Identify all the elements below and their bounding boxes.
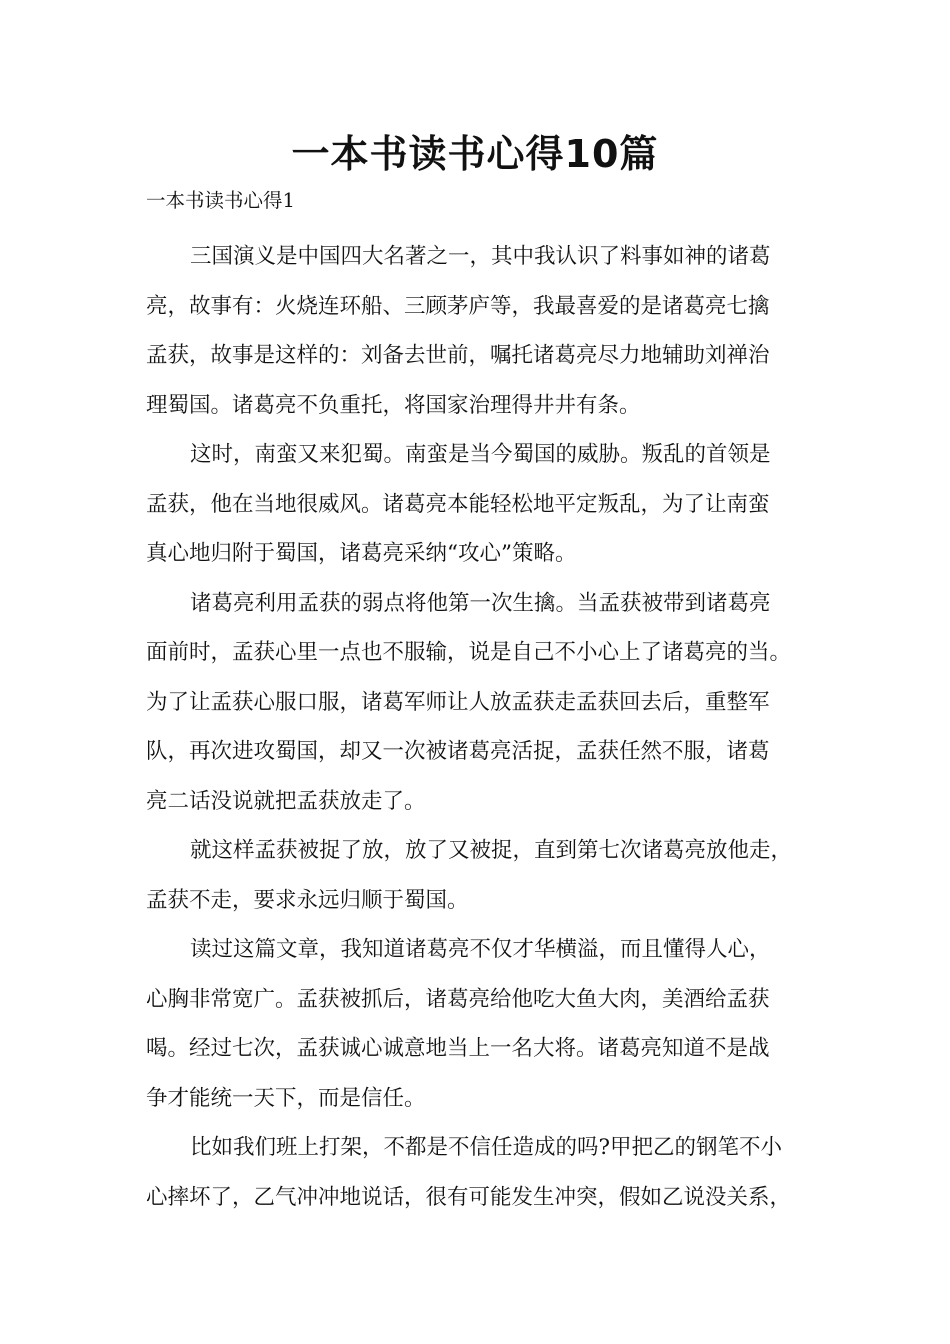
text-line: 比如我们班上打架，不都是不信任造成的吗?甲把乙的钢笔不小 <box>190 1135 783 1160</box>
paragraph <box>146 232 816 430</box>
document-body <box>146 232 816 1222</box>
text-line: 队，再次进攻蜀国，却又一次被诸葛亮活捉，孟获任然不服，诸葛 <box>146 739 770 764</box>
paragraph <box>146 925 816 1123</box>
text-line: 就这样孟获被捉了放，放了又被捉，直到第七次诸葛亮放他走， <box>190 838 793 863</box>
text-line: 争才能统一天下，而是信任。 <box>146 1085 426 1111</box>
text-line: 诸葛亮利用孟获的弱点将他第一次生擒。当孟获被带到诸葛亮 <box>190 590 771 616</box>
text-line: 孟获，他在当地很威风。诸葛亮本能轻松地平定叛乱，为了让南蛮 <box>146 491 770 517</box>
text-line: 三国演义是中国四大名著之一，其中我认识了料事如神的诸葛 <box>190 244 771 269</box>
paragraph <box>146 430 816 579</box>
paragraph <box>146 826 816 925</box>
document-title: 一本书读书心得10篇 <box>291 132 659 176</box>
text-line: 孟获，故事是这样的：刘备去世前，嘱托诸葛亮尽力地辅助刘禅治 <box>146 343 770 368</box>
text-line: 心胸非常宽广。孟获被抓后，诸葛亮给他吃大鱼大肉，美酒给孟获 <box>146 986 770 1012</box>
text-line: 孟获不走，要求永远归顺于蜀国。 <box>146 887 469 913</box>
text-line: 这时，南蛮又来犯蜀。南蛮是当今蜀国的威胁。叛乱的首领是 <box>190 442 771 467</box>
text-line: 真心地归附于蜀国，诸葛亮采纳“攻心”策略。 <box>146 541 577 566</box>
text-line: 亮二话没说就把孟获放走了。 <box>146 788 426 814</box>
text-line: 理蜀国。诸葛亮不负重托，将国家治理得井井有条。 <box>146 392 641 418</box>
paragraph <box>146 1123 816 1222</box>
text-line: 面前时，孟获心里一点也不服输，说是自己不小心上了诸葛亮的当。 <box>146 640 792 665</box>
text-line: 读过这篇文章，我知道诸葛亮不仅才华横溢，而且懂得人心， <box>190 937 771 962</box>
text-line: 亮，故事有：火烧连环船、三顾茅庐等，我最喜爱的是诸葛亮七擒 <box>146 293 770 319</box>
paragraph <box>146 579 816 827</box>
text-line: 心摔坏了，乙气冲冲地说话，很有可能发生冲突，假如乙说没关系， <box>146 1184 792 1210</box>
text-line: 喝。经过七次，孟获诚心诚意地当上一名大将。诸葛亮知道不是战 <box>146 1036 770 1061</box>
text-line: 为了让孟获心服口服，诸葛军师让人放孟获走孟获回去后，重整军 <box>146 689 770 715</box>
section-heading: 一本书读书心得1 <box>146 189 295 212</box>
